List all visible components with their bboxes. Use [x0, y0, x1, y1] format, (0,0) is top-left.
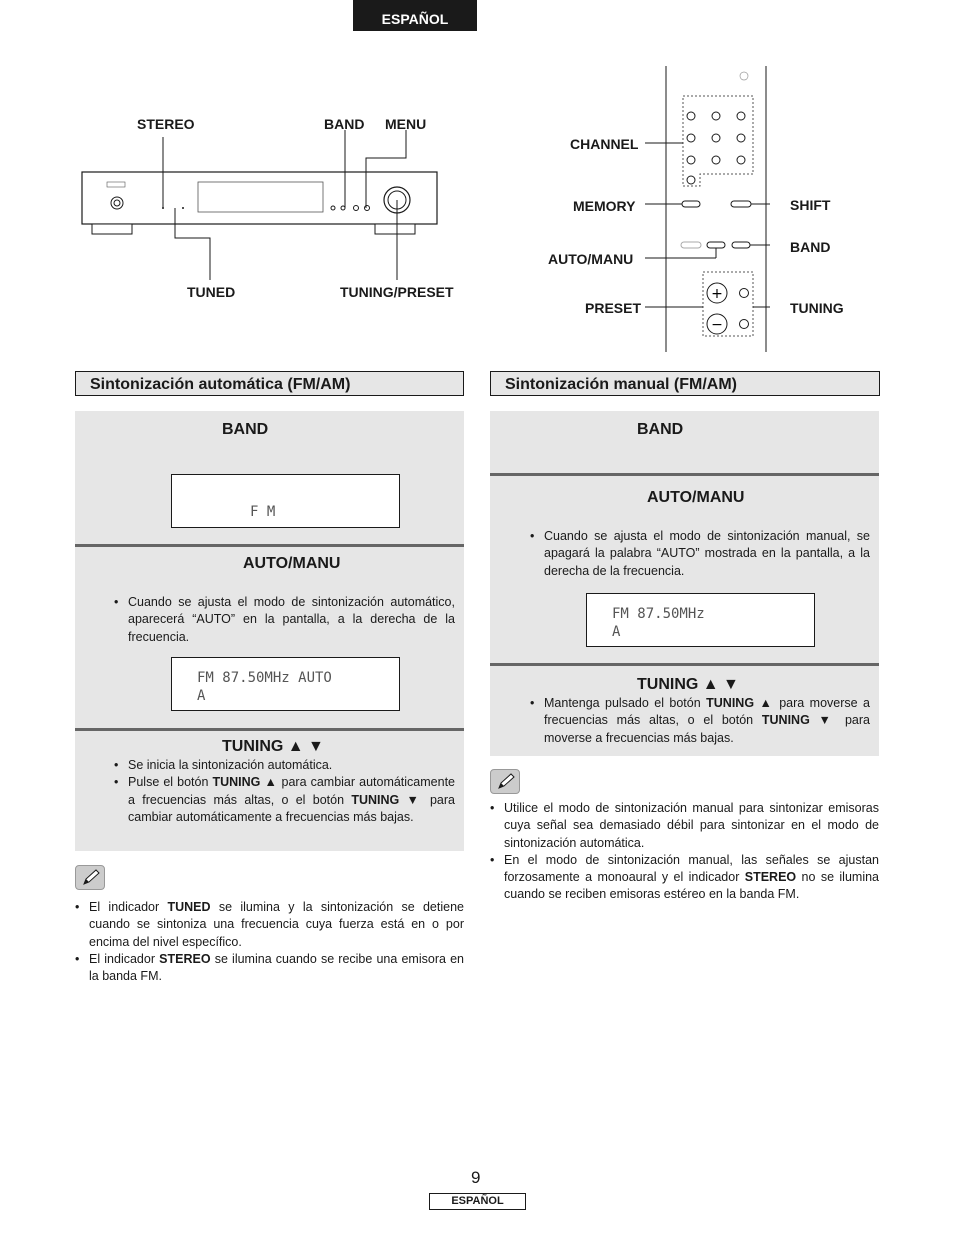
- display-auto-line1: FM 87.50MHz AUTO: [197, 670, 332, 686]
- list-item: [75, 899, 464, 951]
- text: Mantenga pulsado el botón: [544, 696, 707, 710]
- text: para moverse a frecuencias más bajas.: [544, 713, 870, 745]
- bold-text: TUNING ▲: [212, 775, 278, 790]
- tuning-bullets: [114, 757, 455, 826]
- label-band: BAND: [324, 116, 365, 132]
- text: Pulse el botón: [128, 775, 213, 790]
- manual-auto-manu-bullets: [530, 528, 870, 580]
- bold-text: STEREO: [159, 951, 211, 966]
- remote-illustration: [640, 66, 770, 352]
- text: El indicador: [89, 951, 160, 966]
- list-item: • Cuando se ajusta el modo de sintonización automático, aparecerá “AUTO” en la pantalla, a la derecha de la frecuencia.: [114, 594, 455, 646]
- list-item: • Se inicia la sintonización automática.: [114, 757, 455, 774]
- bold-text: TUNING ▼: [761, 713, 837, 728]
- label-band-remote: BAND: [790, 239, 831, 255]
- label-tuning-preset: TUNING/PRESET: [340, 284, 454, 300]
- label-tuned: TUNED: [187, 284, 236, 300]
- list-item: • Cuando se ajusta el modo de sintonización manual, se apagará la palabra “AUTO” mostrada en la pantalla, a la derecha de la frecuencia.: [530, 528, 870, 580]
- language-tab-top: ESPAÑOL: [353, 0, 477, 31]
- page-number: 9: [471, 1168, 481, 1187]
- text: para cambiar automáticamente a frecuencias más bajas.: [128, 792, 456, 824]
- divider: [490, 663, 879, 666]
- display-fm: [171, 474, 400, 528]
- step-tuning-label: TUNING ▲ ▼: [222, 738, 324, 755]
- display-manual: [586, 593, 815, 647]
- label-preset: PRESET: [585, 300, 642, 316]
- display-auto: [171, 657, 400, 711]
- list-item: [114, 774, 455, 826]
- label-auto-manu-remote: AUTO/MANU: [548, 251, 634, 267]
- label-memory: MEMORY: [573, 198, 636, 214]
- svg-text:−: −: [711, 317, 723, 333]
- text: se ilumina y la sintonización se detiene cuando se sintoniza una frecuencia cuya fuerza está en o por encima del nivel específico.: [89, 900, 464, 949]
- remote-diagram: [640, 66, 770, 352]
- step-auto-manu-label: AUTO/MANU: [647, 489, 745, 506]
- note-pencil-icon: [75, 865, 105, 890]
- text: no se ilumina cuando se reciben emisoras estéreo en la banda FM.: [504, 870, 880, 902]
- auto-manu-bullets: [114, 594, 455, 646]
- manual-notes: [490, 800, 879, 904]
- manual-tuning-bullets: [530, 695, 870, 747]
- text: para cambiar automáticamente a frecuencias más altas, o el botón: [128, 775, 455, 807]
- section-title-auto: Sintonización automática (FM/AM): [75, 371, 464, 396]
- section-title-manual: Sintonización manual (FM/AM): [490, 371, 880, 396]
- step-tuning-label: TUNING ▲ ▼: [637, 676, 739, 693]
- list-item: [75, 951, 464, 986]
- step-band-label: BAND: [222, 421, 269, 438]
- tuner-diagram: [70, 110, 470, 310]
- label-stereo: STEREO: [137, 116, 195, 132]
- display-manual-line2: A: [612, 624, 621, 640]
- divider: [75, 544, 464, 547]
- bold-text: TUNING ▼: [351, 792, 423, 807]
- display-fm-text: F M: [250, 504, 276, 520]
- auto-notes: [75, 899, 464, 985]
- bold-text: STEREO: [744, 870, 797, 885]
- label-tuning-remote: TUNING: [790, 300, 844, 316]
- label-shift: SHIFT: [790, 197, 831, 213]
- text: se ilumina cuando se recibe una emisora en la banda FM.: [89, 951, 464, 984]
- svg-text:+: +: [711, 286, 723, 302]
- tuner-illustration: [70, 110, 470, 310]
- text: El indicador: [89, 900, 168, 914]
- step-auto-manu-label: AUTO/MANU: [243, 555, 341, 572]
- divider: [490, 473, 879, 476]
- step-band-label: BAND: [637, 421, 684, 438]
- text: para moverse a frecuencias más altas, o el botón: [544, 696, 870, 728]
- display-manual-line1: FM 87.50MHz: [612, 606, 705, 622]
- label-channel: CHANNEL: [570, 136, 639, 152]
- list-item: [490, 852, 879, 904]
- display-auto-line2: A: [197, 688, 206, 704]
- bold-text: TUNED: [167, 900, 211, 914]
- note-pencil-icon: [490, 769, 520, 794]
- divider: [75, 728, 464, 731]
- language-tab-bottom: ESPAÑOL: [429, 1193, 526, 1210]
- list-item: • Utilice el modo de sintonización manual para sintonizar emisoras cuya señal sea demasiado débil para sintonizar en el modo de sintonización automática.: [490, 800, 879, 852]
- text: En el modo de sintonización manual, las señales se ajustan forzosamente a monoaural y el indicador: [504, 852, 879, 885]
- bold-text: TUNING ▲: [706, 696, 774, 710]
- label-menu: MENU: [385, 116, 427, 132]
- list-item: [530, 695, 870, 747]
